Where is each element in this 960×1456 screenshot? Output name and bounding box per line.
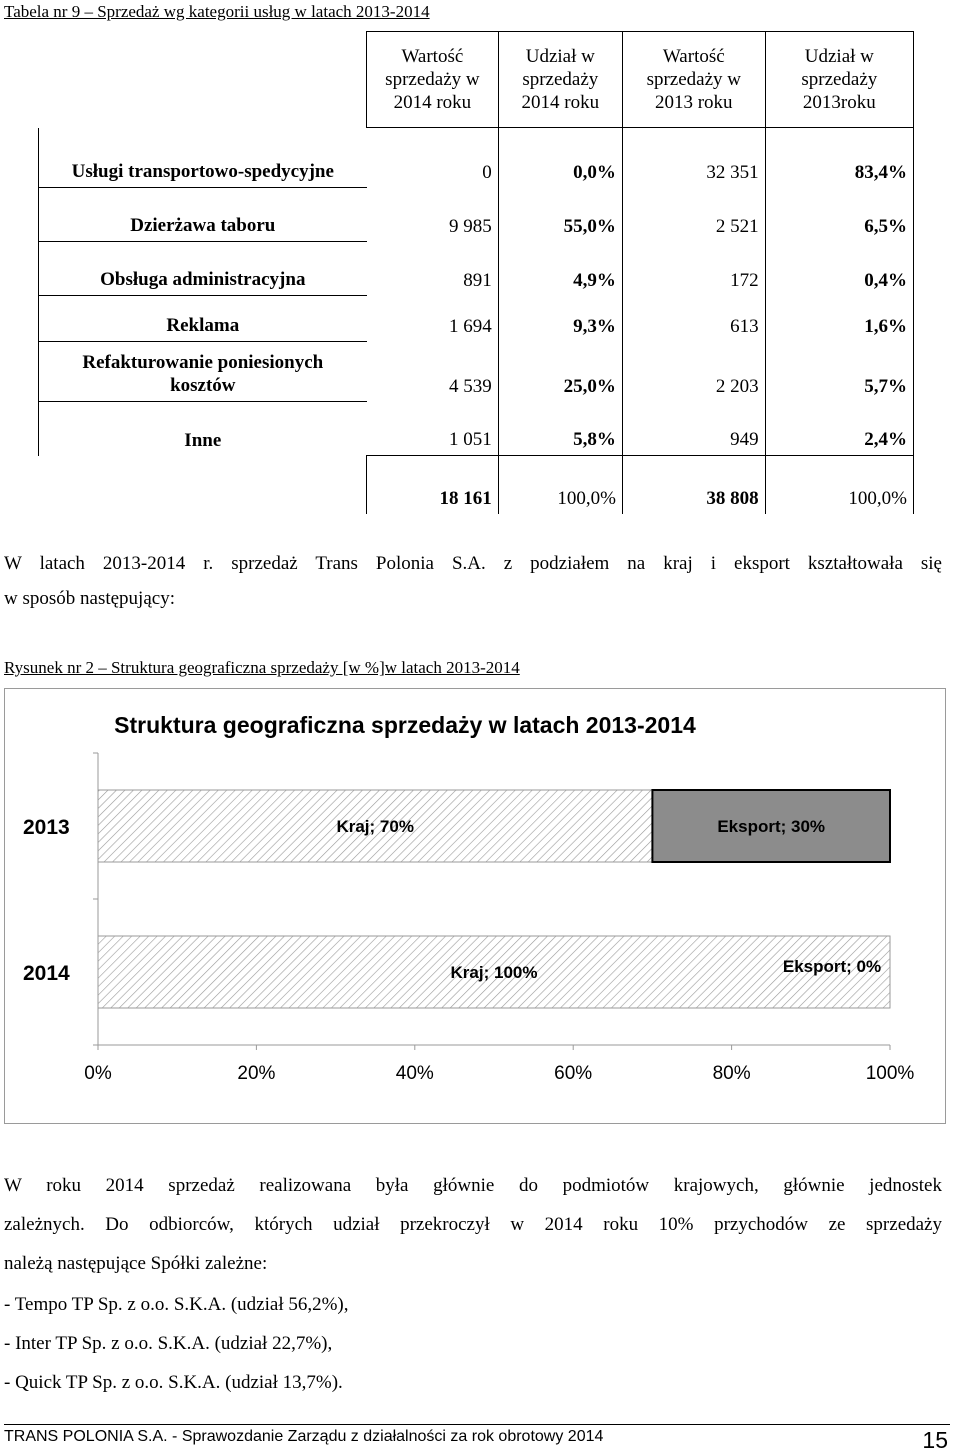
table-row xyxy=(39,402,914,456)
x-tick-label: 80% xyxy=(712,1063,751,1084)
cell-v2013: 2 521 xyxy=(622,188,765,242)
row-label: Dzierżawa taboru xyxy=(39,188,367,242)
list-item: - Tempo TP Sp. z o.o. S.K.A. (udział 56,2%), xyxy=(4,1294,349,1315)
cell-p2014: 5,8% xyxy=(498,402,622,456)
cell-v2014: 891 xyxy=(367,242,499,296)
header-value-2014: Wartość sprzedaży w 2014 roku xyxy=(367,32,499,128)
data-label: Kraj; 70% xyxy=(336,817,414,836)
table-header-row xyxy=(39,32,914,128)
cell-v2014: 1 694 xyxy=(367,296,499,342)
page-number: 15 xyxy=(922,1427,948,1453)
cell-v2014: 9 985 xyxy=(367,188,499,242)
list-item: - Inter TP Sp. z o.o. S.K.A. (udział 22,7%), xyxy=(4,1333,333,1354)
total-v2013: 38 808 xyxy=(622,456,765,514)
total-v2014: 18 161 xyxy=(367,456,499,514)
data-label: Eksport; 0% xyxy=(782,957,882,976)
category-label: 2014 xyxy=(23,962,70,985)
x-tick-label: 100% xyxy=(865,1063,915,1084)
x-tick-label: 20% xyxy=(237,1063,276,1084)
cell-p2013: 0,4% xyxy=(765,242,913,296)
cell-v2013: 613 xyxy=(622,296,765,342)
list-item: - Quick TP Sp. z o.o. S.K.A. (udział 13,7%). xyxy=(4,1372,343,1393)
table-caption: Tabela nr 9 – Sprzedaż wg kategorii usług w latach 2013-2014 xyxy=(4,2,430,21)
cell-v2014: 0 xyxy=(367,128,499,188)
x-tick-label: 60% xyxy=(554,1063,593,1084)
footer-rule xyxy=(4,1424,950,1425)
table-total-row xyxy=(39,456,914,514)
cell-p2014: 0,0% xyxy=(498,128,622,188)
header-share-2013: Udział w sprzedaży 2013roku xyxy=(765,32,913,128)
cell-v2013: 949 xyxy=(622,402,765,456)
table-row xyxy=(39,188,914,242)
data-label: Eksport; 30% xyxy=(717,817,826,836)
x-tick-label: 0% xyxy=(84,1063,112,1084)
figure-caption: Rysunek nr 2 – Struktura geograficzna sprzedaży [w %]w latach 2013-2014 xyxy=(4,658,520,677)
cell-v2013: 32 351 xyxy=(622,128,765,188)
x-tick-label: 40% xyxy=(395,1063,434,1084)
chart-title: Struktura geograficzna sprzedaży w latach 2013-2014 xyxy=(114,712,696,738)
data-label: Kraj; 100% xyxy=(450,963,538,982)
table-row xyxy=(39,242,914,296)
sales-by-category-table xyxy=(38,31,914,514)
total-p2013: 100,0% xyxy=(765,456,913,514)
cell-p2014: 55,0% xyxy=(498,188,622,242)
cell-p2013: 5,7% xyxy=(765,342,913,402)
row-label: Obsługa administracyjna xyxy=(39,242,367,296)
row-label: Inne xyxy=(39,402,367,456)
row-label: Refakturowanie poniesionych kosztów xyxy=(39,342,367,402)
footer-text: TRANS POLONIA S.A. - Sprawozdanie Zarządu z działalności za rok obrotowy 2014 xyxy=(4,1428,604,1445)
chart-canvas xyxy=(5,689,945,1123)
table-row xyxy=(39,342,914,402)
geographic-structure-chart xyxy=(4,688,946,1124)
cell-p2014: 4,9% xyxy=(498,242,622,296)
header-share-2014: Udział w sprzedaży 2014 roku xyxy=(498,32,622,128)
cell-v2013: 172 xyxy=(622,242,765,296)
table-row xyxy=(39,128,914,188)
cell-p2013: 83,4% xyxy=(765,128,913,188)
cell-p2013: 2,4% xyxy=(765,402,913,456)
body-paragraph: W roku 2014 sprzedaż realizowana była głównie do podmiotów krajowych, głównie jednostek zależnych. Do odbiorców, których udział przekroczył w 2014 roku 10% przychodów ze sprzedaży należą następujące Spółki zależne: xyxy=(4,1175,942,1274)
row-label: Reklama xyxy=(39,296,367,342)
cell-p2013: 1,6% xyxy=(765,296,913,342)
table-row xyxy=(39,296,914,342)
total-p2014: 100,0% xyxy=(498,456,622,514)
cell-p2014: 25,0% xyxy=(498,342,622,402)
cell-v2014: 1 051 xyxy=(367,402,499,456)
cell-p2013: 6,5% xyxy=(765,188,913,242)
cell-v2013: 2 203 xyxy=(622,342,765,402)
category-label: 2013 xyxy=(23,816,70,839)
cell-v2014: 4 539 xyxy=(367,342,499,402)
cell-p2014: 9,3% xyxy=(498,296,622,342)
row-label: Usługi transportowo-spedycyjne xyxy=(39,128,367,188)
intro-paragraph: W latach 2013-2014 r. sprzedaż Trans Polonia S.A. z podziałem na kraj i eksport kształtowała się w sposób następujący: xyxy=(4,553,942,609)
header-value-2013: Wartość sprzedaży w 2013 roku xyxy=(622,32,765,128)
